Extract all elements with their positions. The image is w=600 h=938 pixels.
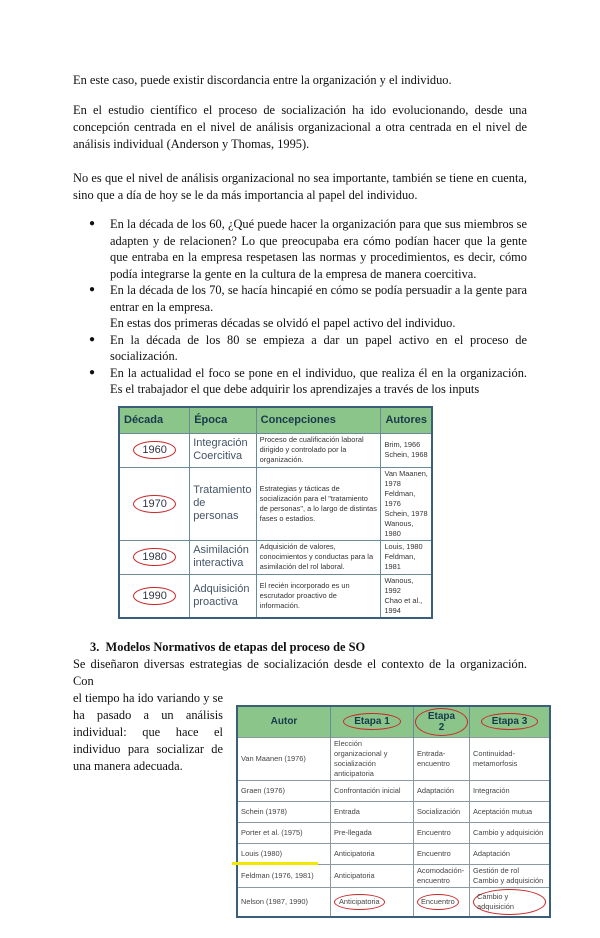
- list-item: [73, 365, 527, 398]
- bullet-list: [73, 216, 527, 398]
- decades-table: [118, 406, 433, 619]
- cell: Encuentro: [414, 843, 470, 864]
- bullet-icon: ●: [89, 333, 96, 345]
- cell: Continuidad-metamorfosis: [470, 737, 551, 780]
- author: Feldman, 1976: [384, 488, 416, 508]
- table-row: [237, 887, 550, 917]
- author: Louis, 1980: [384, 542, 423, 551]
- author: Schein, 1968: [384, 450, 428, 459]
- cell: Adaptación: [414, 780, 470, 801]
- cell: [470, 887, 551, 917]
- concept-cell: Proceso de cualificación laboral dirigido y controlado por la organización.: [256, 433, 381, 467]
- epoch-cell: Asimilación interactiva: [190, 540, 256, 574]
- concept-cell: Estrategias y tácticas de socialización para el "tratamiento de personas", a lo largo de distintas fases o estadios.: [256, 467, 381, 540]
- circled-decade: 1960: [133, 441, 175, 459]
- column-header: [414, 706, 470, 738]
- cell: Van Maanen (1976): [237, 737, 331, 780]
- cell: Graen (1976): [237, 780, 331, 801]
- cell: Socialización: [414, 801, 470, 822]
- bullet-icon: ●: [89, 218, 96, 229]
- cell: Schein (1978): [237, 801, 331, 822]
- column-header: Concepciones: [256, 407, 381, 434]
- cell: Anticipatoria: [331, 864, 414, 887]
- column-header: Década: [119, 407, 190, 434]
- list-item-text: En la década de los 60, ¿Qué puede hacer la organización para que sus miembros se adapten y de relacionen? Lo que preocupaba era cómo podían hacer que la gente que entraba en la empresa respetasen las normas y procedimientos, es decir, cómo podía integrarse la gente en la cultura de la empresa de manera coercitiva.: [110, 217, 527, 281]
- section-number: 3.: [90, 639, 100, 654]
- cell: Nelson (1987, 1990): [237, 887, 331, 917]
- cell: Anticipatoria: [331, 843, 414, 864]
- bullet-icon: ●: [89, 284, 96, 295]
- list-item: [73, 216, 527, 282]
- highlight-mark: [232, 862, 318, 865]
- table-row: [237, 737, 550, 780]
- concept-cell: Adquisición de valores, conocimientos y conductas para la asimilación del rol laboral.: [256, 540, 381, 574]
- author: Wanous, 1980: [384, 518, 414, 538]
- cell: Entrada-encuentro: [414, 737, 470, 780]
- circled-decade: 1980: [133, 548, 175, 566]
- epoch-cell: Adquisición proactiva: [190, 574, 256, 618]
- circled-header: Etapa 2: [415, 708, 468, 736]
- table-row: [237, 864, 550, 887]
- side-paragraph: el tiempo ha ido variando y se ha pasado a un análisis individual: que hace el individuo para socializar de una manera adecuada.: [73, 690, 223, 773]
- circled-cell: Anticipatoria: [334, 894, 385, 910]
- epoch-cell: Tratamiento de personas: [190, 467, 256, 540]
- list-item-text: En la década de los 70, se hacía hincapié en cómo se podía persuadir a la gente para entrar en la empresa.: [110, 283, 527, 314]
- table-row: [119, 574, 432, 618]
- cell: Adaptación: [470, 843, 551, 864]
- cell: Louis (1980): [237, 843, 331, 864]
- paragraph: Se diseñaron diversas estrategias de socialización desde el contexto de la organización. Con: [73, 656, 527, 688]
- table-row: [119, 540, 432, 574]
- cell-text: Feldman (1976, 1981): [241, 870, 314, 880]
- cell: Elección organizacional y socialización anticipatoria: [331, 737, 414, 780]
- concept-cell: El recién incorporado es un escrutador proactivo de información.: [256, 574, 381, 618]
- section-title: Modelos Normativos de etapas del proceso de SO: [105, 639, 366, 654]
- column-header: [331, 706, 414, 738]
- circled-cell: Encuentro: [417, 894, 459, 910]
- column-header: Autor: [237, 706, 331, 738]
- section-heading: [90, 639, 527, 656]
- cell: Entrada: [331, 801, 414, 822]
- author: Feldman, 1981: [384, 552, 416, 571]
- table-row: [119, 433, 432, 467]
- epoch-cell: Integración Coercitiva: [190, 433, 256, 467]
- cell: Confrontación inicial: [331, 780, 414, 801]
- author: Brim, 1966: [384, 440, 421, 449]
- lower-section: [73, 690, 544, 918]
- paragraph: No es que el nivel de análisis organizacional no sea importante, también se tiene en cuenta, sino que a día de hoy se le da más importancia al papel del individuo.: [73, 171, 527, 202]
- circled-header: Etapa 1: [343, 713, 401, 730]
- stages-table: [236, 705, 551, 918]
- column-header: Época: [190, 407, 256, 434]
- authors-cell: [381, 574, 432, 618]
- list-item-text: En la actualidad el foco se pone en el individuo, que realiza él en la organización. Es el trabajador el que debe adquirir los aprendizajes a través de los inputs: [110, 365, 527, 396]
- paragraph: En el estudio científico el proceso de socialización ha ido evolucionando, desde una concepción centrada en el nivel de análisis organizacional a otra centrada en el nivel de análisis individual (Anderson y Thomas, 1995).: [73, 103, 527, 151]
- cell: Porter et al. (1975): [237, 822, 331, 843]
- circled-cell: Cambio y adquisición: [473, 889, 546, 915]
- cell: Gestión de rol Cambio y adquisición: [470, 864, 551, 887]
- cell: Acomodación-encuentro: [414, 864, 470, 887]
- list-item: [73, 332, 527, 365]
- cell: Integración: [470, 780, 551, 801]
- cell: [237, 864, 331, 887]
- bullet-icon: ●: [89, 366, 96, 378]
- column-header: Autores: [381, 407, 432, 434]
- column-header: [470, 706, 551, 738]
- circled-header: Etapa 3: [481, 713, 539, 730]
- author: Wanous, 1992: [384, 575, 414, 595]
- table-row: [119, 467, 432, 540]
- cell: Aceptación mutua: [470, 801, 551, 822]
- author: Chao et al., 1994: [384, 595, 423, 615]
- list-item-text: En la década de los 80 se empieza a dar un papel activo en el proceso de socialización.: [110, 332, 527, 363]
- list-item-note: En estas dos primeras décadas se olvidó el papel activo del individuo.: [110, 316, 456, 330]
- authors-cell: [381, 467, 432, 540]
- authors-cell: [381, 433, 432, 467]
- list-item: [73, 282, 527, 332]
- table-row: [237, 780, 550, 801]
- author: Van Maanen, 1978: [384, 468, 428, 488]
- cell: Pre-llegada: [331, 822, 414, 843]
- cell: Cambio y adquisición: [470, 822, 551, 843]
- paragraph: En este caso, puede existir discordancia entre la organización y el individuo.: [73, 73, 452, 87]
- cell: Encuentro: [414, 822, 470, 843]
- circled-decade: 1970: [133, 495, 175, 513]
- authors-cell: [381, 540, 432, 574]
- cell: [414, 887, 470, 917]
- cell: [331, 887, 414, 917]
- table-row: [237, 801, 550, 822]
- table-row: [237, 822, 550, 843]
- circled-decade: 1990: [133, 587, 175, 605]
- author: Schein, 1978: [384, 508, 428, 518]
